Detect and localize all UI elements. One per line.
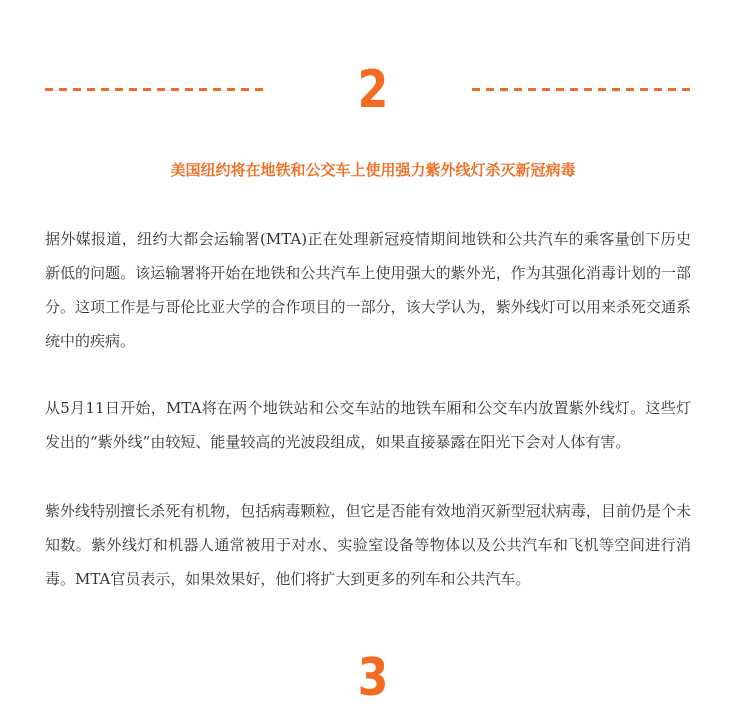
dashed-line-right	[472, 88, 690, 91]
section-divider-bottom	[0, 648, 746, 708]
paragraph-3: 紫外线特别擅长杀死有机物，包括病毒颗粒，但它是否能有效地消灭新型冠状病毒，目前仍是个未知数。紫外线灯和机器人通常被用于对水、实验室设备等物体以及公共汽车和飞机等空间进行消毒。MTA官员表示，如果效果好，他们将扩大到更多的列车和公共汽车。	[45, 502, 691, 588]
section-number: 2	[357, 60, 389, 120]
paragraph-1: 据外媒报道，纽约大都会运输署(MTA)正在处理新冠疫情期间地铁和公共汽车的乘客量创下历史新低的问题。该运输署将开始在地铁和公共汽车上使用强大的紫外光，作为其强化消毒计划的一部分。这项工作是与哥伦比亚大学的合作项目的一部分，该大学认为，紫外线灯可以用来杀死交通系统中的疾病。	[45, 230, 691, 350]
dashed-line-left	[45, 88, 263, 91]
section-number-next: 3	[357, 648, 389, 708]
section-divider-top	[0, 60, 746, 120]
paragraph-2: 从5月11日开始，MTA将在两个地铁站和公交车站的地铁车厢和公交车内放置紫外线灯。这些灯发出的“紫外线”由较短、能量较高的光波段组成，如果直接暴露在阳光下会对人体有害。	[45, 399, 691, 451]
article-title: 美国纽约将在地铁和公交车上使用强力紫外线灯杀灭新冠病毒	[170, 161, 576, 179]
